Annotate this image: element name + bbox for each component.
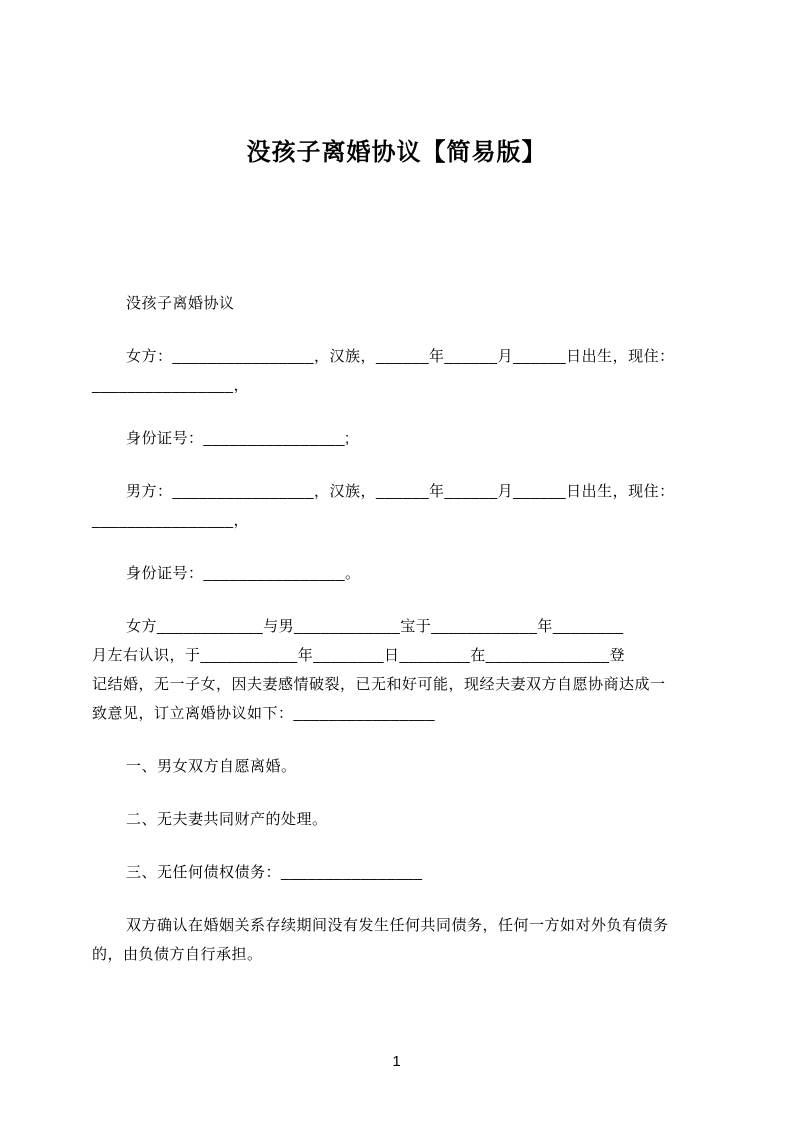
paragraph-item-2 <box>92 805 697 834</box>
paragraph-heading <box>92 289 697 318</box>
man-info-line-1: 男方：________________，汉族，______年______月______日出生，现住： <box>126 483 675 500</box>
woman-info-line-1: 女方：________________，汉族，______年______月______日出生，现住： <box>126 348 675 365</box>
intro-line-3: 记结婚，无一子女，因夫妻感情破裂，已无和好可能，现经夫妻双方自愿协商达成一 <box>92 676 666 693</box>
intro-line-4: 致意见，订立离婚协议如下：________________ <box>92 705 435 722</box>
page-number: 1 <box>392 1053 401 1070</box>
man-info-line-2: ________________， <box>92 512 249 529</box>
doc-heading-line: 没孩子离婚协议 <box>126 295 235 312</box>
intro-line-1: 女方____________与男____________宝于____________年________ <box>126 618 624 635</box>
paragraph-item-3 <box>92 858 697 887</box>
intro-line-2: 月左右认识，于___________年________日________在______________登 <box>92 647 626 664</box>
woman-info-line-2: ________________， <box>92 377 249 394</box>
paragraph-woman-id <box>92 424 697 453</box>
item-3-line: 三、无任何债权债务：________________ <box>126 864 423 881</box>
paragraph-woman-info <box>92 342 697 400</box>
debt-confirm-line-2: 的，由负债方自行承担。 <box>92 946 263 963</box>
paragraph-debt-confirm <box>92 911 697 969</box>
debt-confirm-line-1: 双方确认在婚姻关系存续期间没有发生任何共同债务，任何一方如对外负有债务 <box>126 917 669 934</box>
woman-id-line: 身份证号：________________; <box>126 430 350 447</box>
man-id-line: 身份证号：________________。 <box>126 565 361 582</box>
paragraph-man-id <box>92 559 697 588</box>
paragraph-man-info <box>92 477 697 535</box>
item-2-line: 二、无夫妻共同财产的处理。 <box>126 811 328 828</box>
document-body <box>0 289 793 969</box>
document-title: 没孩子离婚协议【简易版】 <box>246 139 547 166</box>
item-1-line: 一、男女双方自愿离婚。 <box>126 758 297 775</box>
paragraph-intro <box>92 612 697 728</box>
paragraph-item-1 <box>92 752 697 781</box>
